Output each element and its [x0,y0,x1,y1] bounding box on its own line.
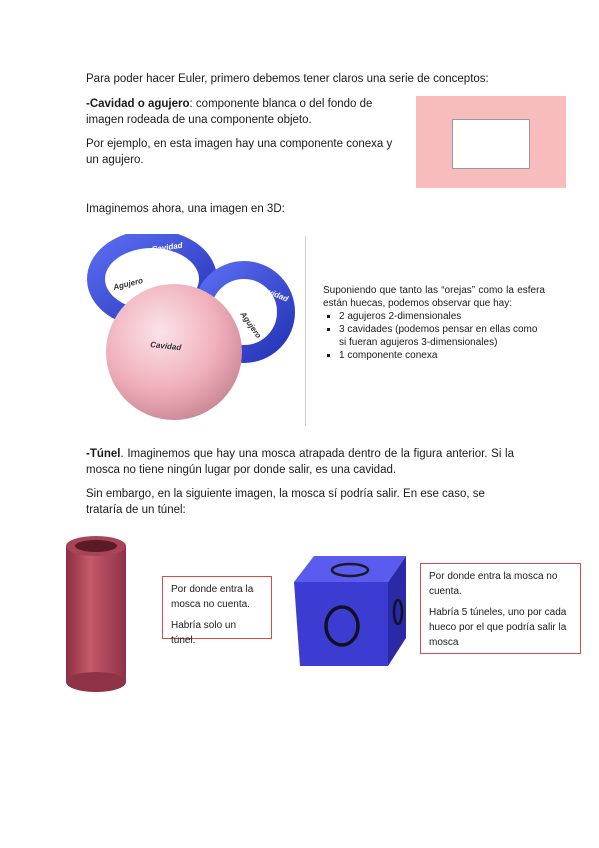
cavidad-example: Por ejemplo, en esta imagen hay una componente conexa y un agujero. [86,138,393,166]
cube-callout-line1: Por donde entra la mosca no cuenta. [429,571,558,597]
cube-top-face [294,556,406,582]
tunel-term: -Túnel [86,448,121,460]
vertical-divider [305,236,306,426]
figure-3d-sphere-tori [62,234,306,426]
tube-callout-line1: Por donde entra la mosca no cuenta. [171,584,254,610]
label-cavidad-right-torus: Cavidad [257,283,290,304]
cavidad-definition-text: : componente blanca o del fondo de imagen rodeada de una componente objeto. [86,98,373,126]
cube-front-face [294,582,388,666]
tube-opening [75,540,117,552]
cube-callout [420,563,581,654]
tunel-text: . Imaginemos que hay una mosca atrapada dentro de la figura anterior. Si la mosca no tiene ningún lugar por donde salir, es una cavidad. [86,448,514,476]
pink-component-image [416,96,566,188]
label-agujero-left: Agujero [112,275,144,292]
suppose-text: Suponiendo que tanto las “orejas” como la esfera están huecas, podemos observar que hay: [323,285,545,309]
tube-callout-line2: Habría solo un túnel. [171,620,237,646]
list-item: ▪ 1 componente conexa [339,349,545,362]
list-item: ▪ 2 agujeros 2-dimensionales [339,310,545,323]
hole-rectangle [452,119,530,169]
tunel-text-2: Sin embargo, en la siguiente imagen, la mosca sí podría salir. En ese caso, se trataría de un túnel: [86,488,485,516]
tube-figure [62,534,132,694]
cavidad-term: -Cavidad o agujero [86,98,190,110]
suppose-block [323,284,545,362]
cube-svg [292,554,408,668]
tube-body [66,546,126,682]
list-item: ▪ 3 cavidades (podemos pensar en ellas como si fueran agujeros 3-dimensionales) [339,323,545,349]
cube-callout-line2: Habría 5 túneles, uno por cada hueco por el que podría salir la mosca [429,607,567,648]
label-cavidad-left-torus: Cavidad [151,240,184,254]
tube-callout [162,576,272,646]
tube-bottom [66,672,126,692]
label-cavidad-sphere: Cavidad [149,340,182,353]
intro-text: Para poder hacer Euler, primero debemos tener claros una serie de conceptos: [86,73,489,85]
figure-3d-svg [62,234,306,426]
cube-figure [292,554,408,668]
tunel-definition [86,446,514,478]
cavidad-definition [86,96,408,128]
label-agujero-right: Agujero [238,309,264,340]
imagine-3d-text: Imaginemos ahora, una imagen en 3D: [86,203,285,215]
sphere [106,284,242,420]
suppose-list [323,310,545,362]
tube-svg [62,534,132,694]
